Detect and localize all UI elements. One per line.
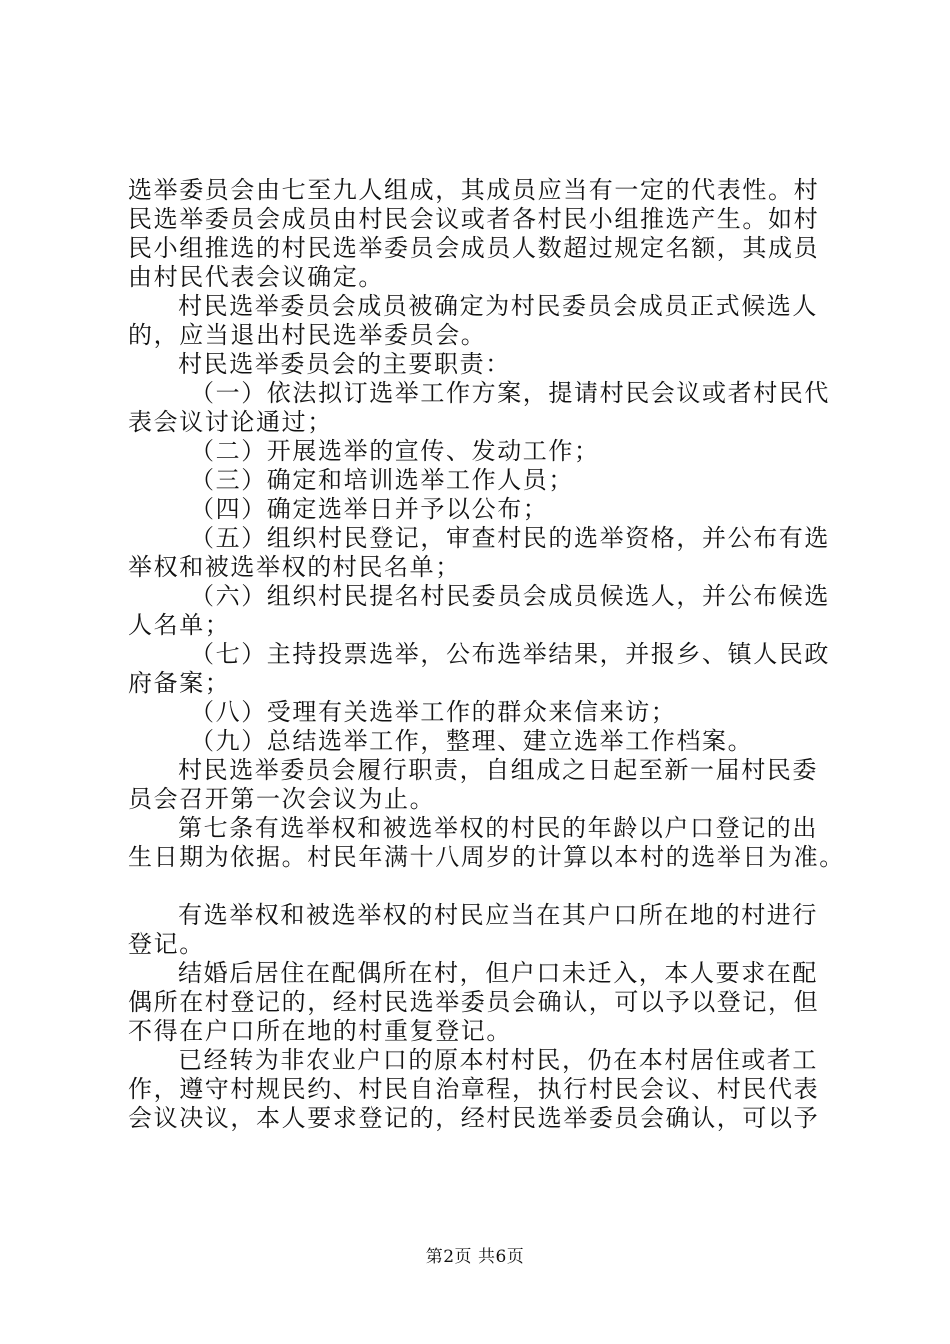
body-line: 登记。 xyxy=(128,930,205,958)
body-line: 结婚后居住在配偶所在村，但户口未迁入，本人要求在配 xyxy=(178,959,818,987)
body-line: 作，遵守村规民约、村民自治章程，执行村民会议、村民代表 xyxy=(128,1075,820,1103)
list-item-line: （六）组织村民提名村民委员会成员候选人，并公布候选 xyxy=(190,582,830,610)
body-line: 第七条有选举权和被选举权的村民的年龄以户口登记的出 xyxy=(178,814,818,842)
body-line: 不得在户口所在地的村重复登记。 xyxy=(128,1017,512,1045)
body-line: 由村民代表会议确定。 xyxy=(128,263,384,291)
body-line: 人名单； xyxy=(128,611,231,639)
body-line: 生日期为依据。村民年满十八周岁的计算以本村的选举日为准。 xyxy=(128,843,845,871)
body-line: 员会召开第一次会议为止。 xyxy=(128,785,436,813)
list-item-line: （四）确定选举日并予以公布； xyxy=(190,495,549,523)
body-line: 会议决议，本人要求登记的，经村民选举委员会确认，可以予 xyxy=(128,1104,820,1132)
body-line: 民选举委员会成员由村民会议或者各村民小组推选产生。如村 xyxy=(128,205,820,233)
list-item-line: （二）开展选举的宣传、发动工作； xyxy=(190,437,600,465)
body-line: 已经转为非农业户口的原本村村民，仍在本村居住或者工 xyxy=(178,1046,818,1074)
body-line: 府备案； xyxy=(128,669,231,697)
list-item-line: （九）总结选举工作，整理、建立选举工作档案。 xyxy=(190,727,754,755)
list-item-line: （七）主持投票选举，公布选举结果，并报乡、镇人民政 xyxy=(190,640,830,668)
list-item-line: （五）组织村民登记，审查村民的选举资格，并公布有选 xyxy=(190,524,830,552)
body-line: 的，应当退出村民选举委员会。 xyxy=(128,321,487,349)
body-line: 村民选举委员会成员被确定为村民委员会成员正式候选人 xyxy=(178,292,818,320)
body-line: 选举委员会由七至九人组成，其成员应当有一定的代表性。村 xyxy=(128,176,820,204)
list-item-line: （一）依法拟订选举工作方案，提请村民会议或者村民代 xyxy=(190,379,830,407)
page-number-footer: 第2页 共6页 xyxy=(425,1247,525,1267)
document-body xyxy=(128,176,858,1133)
body-line: 民小组推选的村民选举委员会成员人数超过规定名额，其成员 xyxy=(128,234,820,262)
body-line: 村民选举委员会的主要职责： xyxy=(178,350,511,378)
body-line: 有选举权和被选举权的村民应当在其户口所在地的村进行 xyxy=(178,901,818,929)
body-line: 举权和被选举权的村民名单； xyxy=(128,553,461,581)
list-item-line: （三）确定和培训选举工作人员； xyxy=(190,466,574,494)
body-line: 表会议讨论通过； xyxy=(128,408,333,436)
paragraph-gap xyxy=(128,872,858,901)
list-item-line: （八）受理有关选举工作的群众来信来访； xyxy=(190,698,677,726)
body-line: 村民选举委员会履行职责，自组成之日起至新一届村民委 xyxy=(178,756,818,784)
body-line: 偶所在村登记的，经村民选举委员会确认，可以予以登记，但 xyxy=(128,988,820,1016)
